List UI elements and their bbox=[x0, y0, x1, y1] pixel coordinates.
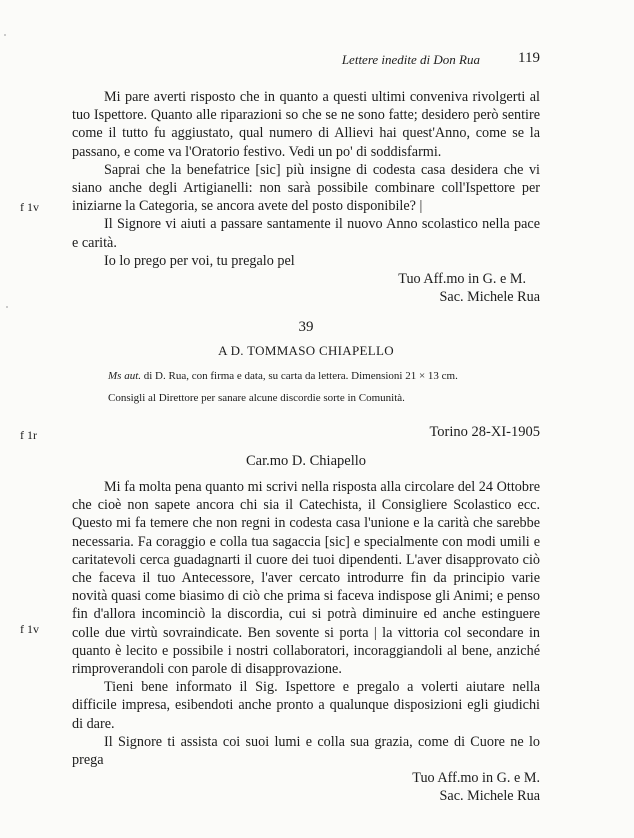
paper-speck bbox=[4, 34, 6, 36]
letter-summary: Consigli al Direttore per sanare alcune discordie sorte in Comunità. bbox=[108, 392, 405, 404]
folio-margin-note: f 1v bbox=[20, 200, 39, 214]
folio-margin-note: f 1v bbox=[20, 622, 39, 636]
letter-39-paragraph: Mi fa molta pena quanto mi scrivi nella risposta alla circolare del 24 Ottobre che cioè non sapete ancora chi sia il Catechista, il Consigliere Scolastico ecc. Questo mi fa temere che non regni in codesta casa l'unione e la carità che sarebbe necessaria. Fa coraggio e colla tua sagaccia [sic] e specialmente con modi umili e caritatevoli cerca guadagnarti il cuore dei tuoi dipendenti. L'aver disapprovato ciò che faceva il tuo Antecessore, l'aver cercato introdurre fin da principio varie novità quasi come biasimo di ciò che prima si faceva indispose gli Animi; e penso fin d'allora incominciò la discordia, cui si potrà diminuire ed anche estinguere colle due virtù sovraindicate. Ben sovente si porta | la vittoria col secondare in quanto è lecito e possibile i nostri collaboratori, incoraggiandoli al bene, anziché rimproverandoli con parole di disapprovazione. bbox=[72, 479, 540, 678]
letter-1-paragraph: Mi pare averti risposto che in quanto a questi ultimi conveniva rivolgerti al tuo Ispettore. Quanto alle riparazioni so che se ne sono fatte; desidero però sentire come il tutto fu aggiustato, qual numero di Allievi hai quest'Anno, come se la passano, e come va l'Oratorio festivo. Vedi un po' di soddisfarmi. bbox=[72, 89, 540, 160]
letter-1-closing: Tuo Aff.mo in G. e M. bbox=[398, 271, 526, 288]
letter-39-body bbox=[72, 478, 540, 806]
folio-margin-note: f 1r bbox=[20, 428, 37, 442]
letter-1-paragraph: Io lo prego per voi, tu pregalo pel bbox=[104, 252, 295, 269]
manuscript-description bbox=[108, 368, 540, 385]
letter-1-body bbox=[72, 88, 540, 306]
letter-1-paragraph: Saprai che la benefatrice [sic] più insigne di codesta casa desidera che vi siano anche degli Artigianelli: non sarà possibile combinare coll'Ispettore per iniziarne la Categoria, se ancora avete del posto disponibile? | bbox=[72, 161, 540, 215]
letter-39-metadata bbox=[72, 368, 540, 407]
letter-number: 39 bbox=[298, 319, 314, 335]
letter-39-paragraph: Tieni bene informato il Sig. Ispettore e pregalo a volerti aiutare nella difficile impresa, esibendoti anche pronto a qualunque disposizioni egli giudichi di dare. bbox=[72, 679, 540, 732]
letter-1-signature: Sac. Michele Rua bbox=[439, 289, 540, 306]
letter-date: Torino 28-XI-1905 bbox=[429, 424, 540, 440]
letter-recipient: A D. TOMMASO CHIAPELLO bbox=[218, 343, 394, 359]
paper-speck bbox=[6, 306, 8, 308]
letter-39-heading bbox=[72, 318, 540, 360]
letter-1-paragraph: Il Signore vi aiuti a passare santamente il nuovo Anno scolastico nella pace e carità. bbox=[72, 216, 540, 251]
letter-39-signature: Sac. Michele Rua bbox=[439, 788, 540, 805]
manuscript-details: di D. Rua, con firma e data, su carta da lettera. Dimensioni 21 × 13 cm. bbox=[141, 370, 458, 382]
manuscript-type: Ms aut. bbox=[108, 370, 141, 382]
running-title: Lettere inedite di Don Rua bbox=[341, 52, 480, 67]
letter-39-paragraph: Il Signore ti assista coi suoi lumi e colla sua grazia, come di Cuore ne lo prega bbox=[72, 733, 540, 769]
letter-39-salutation-wrap bbox=[72, 452, 540, 470]
letter-39-closing: Tuo Aff.mo in G. e M. bbox=[412, 770, 540, 787]
letter-salutation: Car.mo D. Chiapello bbox=[245, 453, 366, 469]
page-number: 119 bbox=[518, 50, 540, 66]
